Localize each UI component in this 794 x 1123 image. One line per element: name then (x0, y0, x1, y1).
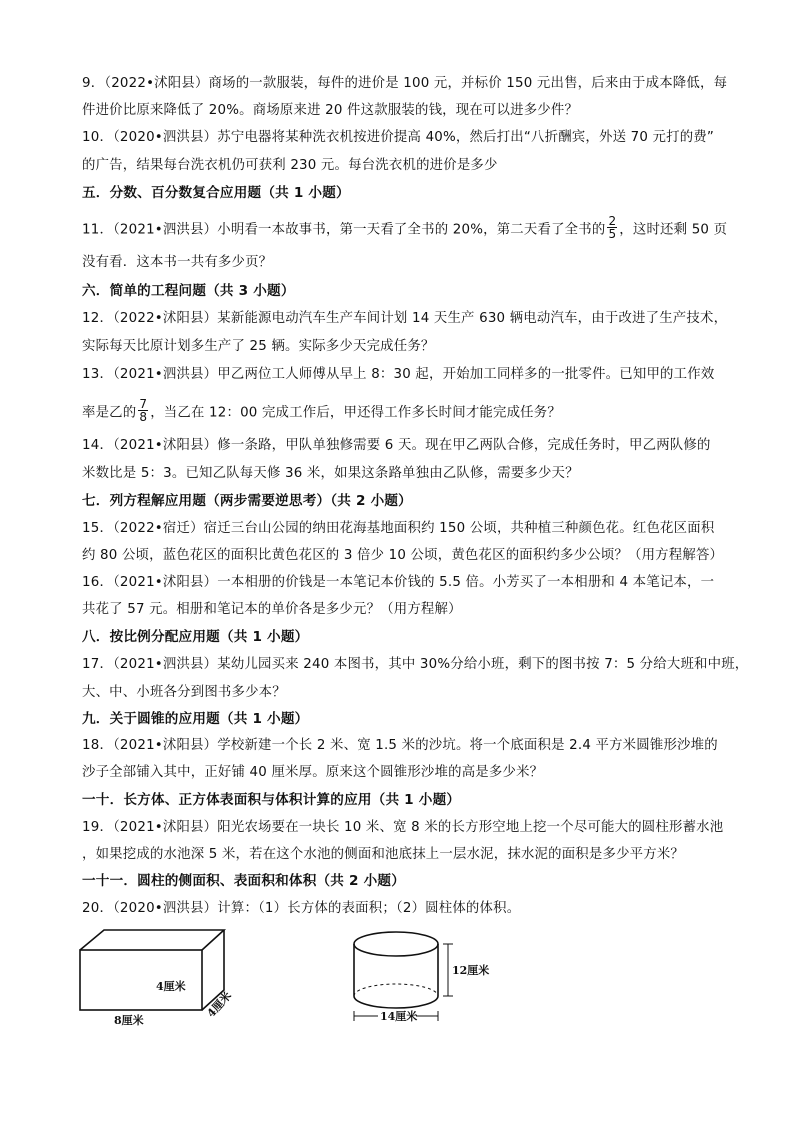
question-9-line-2: 件进价比原来降低了 20%。商场原来进 20 件这款服装的钱，现在可以进多少件？ (82, 103, 579, 118)
cuboid-length-label: 8厘米 (114, 1014, 144, 1027)
question-13-line-2 (82, 397, 722, 425)
question-14-line-2: 米数比是 5：3。已知乙队每天修 36 米，如果这条路单独由乙队修，需要多少天？ (82, 466, 579, 481)
section-7-heading: 七．列方程解应用题（两步需要逆思考）（共 2 小题） (82, 493, 412, 509)
section-6-heading: 六．简单的工程问题（共 3 小题） (82, 283, 295, 299)
question-14-line-1: 14．（2021•沭阳县）修一条路，甲队单独修需要 6 天。现在甲乙两队合修，完成任务时，甲乙两队修的 (82, 438, 711, 453)
cuboid-top-face (80, 930, 224, 950)
question-19-line-2: ，如果挖成的水池深 5 米，若在这个水池的侧面和池底抹上一层水泥，抹水泥的面积是多少平方米？ (82, 847, 685, 862)
cylinder-top-ellipse (354, 932, 438, 956)
question-10-line-1: 10．（2020•泗洪县）苏宁电器将某种洗衣机按进价提高 40%，然后打出“八折酬宾，外送 70 元打的费” (82, 130, 715, 145)
question-11-text-a: 11．（2021•泗洪县）小明看一本故事书，第一天看了全书的 20%，第二天看了全书的 (82, 222, 606, 238)
cuboid-height-label: 4厘米 (156, 980, 186, 993)
question-16-line-1: 16．（2021•沭阳县）一本相册的价钱是一本笔记本价钱的 5.5 倍。小芳买了一本相册和 4 本笔记本，一 (82, 575, 715, 590)
question-13-text-b: ，当乙在 12：00 完成工作后，甲还得工作多长时间才能完成任务？ (150, 405, 561, 421)
question-12-line-1: 12．（2022•沭阳县）某新能源电动汽车生产车间计划 14 天生产 630 辆电动汽车，由于改进了生产技术， (82, 311, 728, 326)
fraction-denominator: 5 (608, 227, 617, 241)
question-15-line-1: 15．（2022•宿迁）宿迁三台山公园的纳田花海基地面积约 150 公顷，共种植三种颜色花。红色花区面积 (82, 521, 715, 536)
question-10-line-2: 的广告，结果每台洗衣机仍可获利 230 元。每台洗衣机的进价是多少 (82, 158, 498, 173)
section-5-heading: 五．分数、百分数复合应用题（共 1 小题） (82, 185, 350, 201)
question-9-line-1: 9．（2022•沭阳县）商场的一款服装，每件的进价是 100 元，并标价 150 元出售，后来由于成本降低，每 (82, 76, 728, 91)
section-11-heading: 一十一．圆柱的侧面积、表面积和体积（共 2 小题） (82, 873, 405, 889)
cylinder-bottom-front (354, 996, 438, 1008)
fraction-denominator: 8 (139, 410, 148, 424)
question-17-line-1: 17．（2021•泗洪县）某幼儿园买来 240 本图书，其中 30%分给小班，剩下的图书按 7：5 分给大班和中班， (82, 657, 749, 672)
fraction-numerator: 7 (139, 397, 148, 411)
cuboid-width-label: 4厘米 (204, 989, 235, 1021)
fraction-two-fifths (607, 215, 617, 240)
question-20-line-1: 20．（2020•泗洪县）计算：（1）长方体的表面积；（2）圆柱体的体积。 (82, 901, 521, 916)
cylinder-figure (346, 926, 506, 1030)
cylinder-bottom-back (354, 984, 438, 996)
question-16-line-2: 共花了 57 元。相册和笔记本的单价各是多少元？（用方程解） (82, 602, 462, 617)
question-19-line-1: 19．（2021•沭阳县）阳光农场要在一块长 10 米、宽 8 米的长方形空地上挖一个尽可能大的圆柱形蓄水池 (82, 820, 724, 835)
question-13-line-1: 13．（2021•泗洪县）甲乙两位工人师傅从早上 8：30 起，开始加工同样多的一批零件。已知甲的工作效 (82, 367, 715, 382)
cylinder-height-label: 12厘米 (452, 964, 490, 977)
question-12-line-2: 实际每天比原计划多生产了 25 辆。实际多少天完成任务？ (82, 339, 435, 354)
question-18-line-1: 18．（2021•沭阳县）学校新建一个长 2 米、宽 1.5 米的沙坑。将一个底面积是 2.4 平方米圆锥形沙堆的 (82, 738, 718, 753)
question-17-line-2: 大、中、小班各分到图书多少本？ (82, 685, 286, 700)
question-11-line-1 (82, 214, 728, 242)
fraction-seven-eighths (138, 398, 148, 423)
question-11-line-2: 没有看．这本书一共有多少页？ (82, 255, 273, 270)
question-13-text-a: 率是乙的 (82, 405, 137, 421)
cuboid-figure (74, 926, 244, 1030)
question-18-line-2: 沙子全部铺入其中，正好铺 40 厘米厚。原来这个圆锥形沙堆的高是多少米？ (82, 765, 544, 780)
fraction-numerator: 2 (608, 214, 617, 228)
cylinder-diameter-label: 14厘米 (380, 1010, 418, 1023)
question-11-text-b: ，这时还剩 50 页 (619, 222, 728, 238)
section-8-heading: 八．按比例分配应用题（共 1 小题） (82, 629, 309, 645)
section-10-heading: 一十．长方体、正方体表面积与体积计算的应用（共 1 小题） (82, 792, 461, 808)
question-15-line-2: 约 80 公顷，蓝色花区的面积比黄色花区的 3 倍少 10 公顷，黄色花区的面积约多少公顷？（用方程解答） (82, 548, 724, 563)
section-9-heading: 九．关于圆锥的应用题（共 1 小题） (82, 711, 309, 727)
